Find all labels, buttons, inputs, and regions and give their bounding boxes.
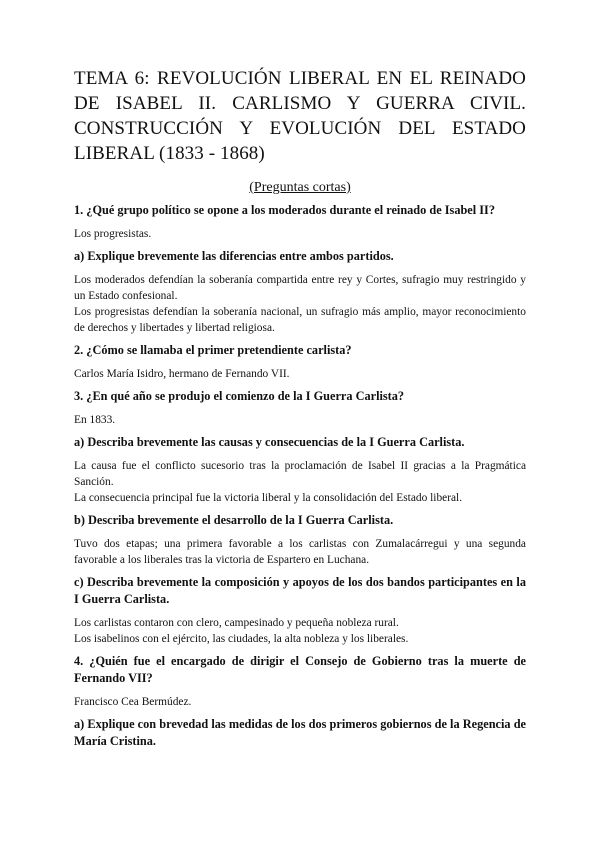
answer-4 [74,694,526,710]
answer-line: Los progresistas defendían la soberanía nacional, un sufragio más amplio, mayor reconocimiento de derechos y libertades y libertad religiosa. [74,306,526,334]
question-3a: a) Describa brevemente las causas y consecuencias de la I Guerra Carlista. [74,435,465,449]
answer-3b [74,536,526,568]
answer-line: Tuvo dos etapas; una primera favorable a los carlistas con Zumalacárregui y una segunda favorable a los liberales tras la victoria de Espartero en Luchana. [74,538,526,566]
question-2: 2. ¿Cómo se llamaba el primer pretendiente carlista? [74,343,352,357]
answer-line: Los carlistas contaron con clero, campesinado y pequeña nobleza rural. [74,617,399,629]
answer-1 [74,226,526,242]
answer-3a [74,458,526,506]
document-title: TEMA 6: REVOLUCIÓN LIBERAL EN EL REINADO DE ISABEL II. CARLISMO Y GUERRA CIVIL. CONSTRUCCIÓN Y EVOLUCIÓN DEL ESTADO LIBERAL (1833 - 1868) [74,68,526,164]
answer-line: La causa fue el conflicto sucesorio tras la proclamación de Isabel II gracias a la Pragmática Sanción. [74,460,526,488]
document-subtitle: (Preguntas cortas) [249,180,351,195]
answer-line: La consecuencia principal fue la victoria liberal y la consolidación del Estado liberal. [74,492,463,504]
answer-line: Los progresistas. [74,228,152,240]
answer-line: Los isabelinos con el ejército, las ciudades, la alta nobleza y los liberales. [74,633,409,645]
question-3: 3. ¿En qué año se produjo el comienzo de la I Guerra Carlista? [74,389,405,403]
question-3b: b) Describa brevemente el desarrollo de la I Guerra Carlista. [74,513,394,527]
answer-line: En 1833. [74,414,116,426]
question-1a: a) Explique brevemente las diferencias entre ambos partidos. [74,249,394,263]
answer-line: Francisco Cea Bermúdez. [74,696,192,708]
question-1: 1. ¿Qué grupo político se opone a los moderados durante el reinado de Isabel II? [74,203,495,217]
answer-line: Los moderados defendían la soberanía compartida entre rey y Cortes, sufragio muy restringido y un Estado confesional. [74,274,526,302]
answer-line: Carlos María Isidro, hermano de Fernando VII. [74,368,290,380]
question-4: 4. ¿Quién fue el encargado de dirigir el Consejo de Gobierno tras la muerte de Fernando VII? [74,654,526,685]
answer-3 [74,412,526,428]
answer-1a [74,272,526,336]
answer-3c [74,615,526,647]
question-3c: c) Describa brevemente la composición y apoyos de los dos bandos participantes en la I Guerra Carlista. [74,575,526,606]
answer-2 [74,366,526,382]
question-4a: a) Explique con brevedad las medidas de los dos primeros gobiernos de la Regencia de María Cristina. [74,717,526,748]
